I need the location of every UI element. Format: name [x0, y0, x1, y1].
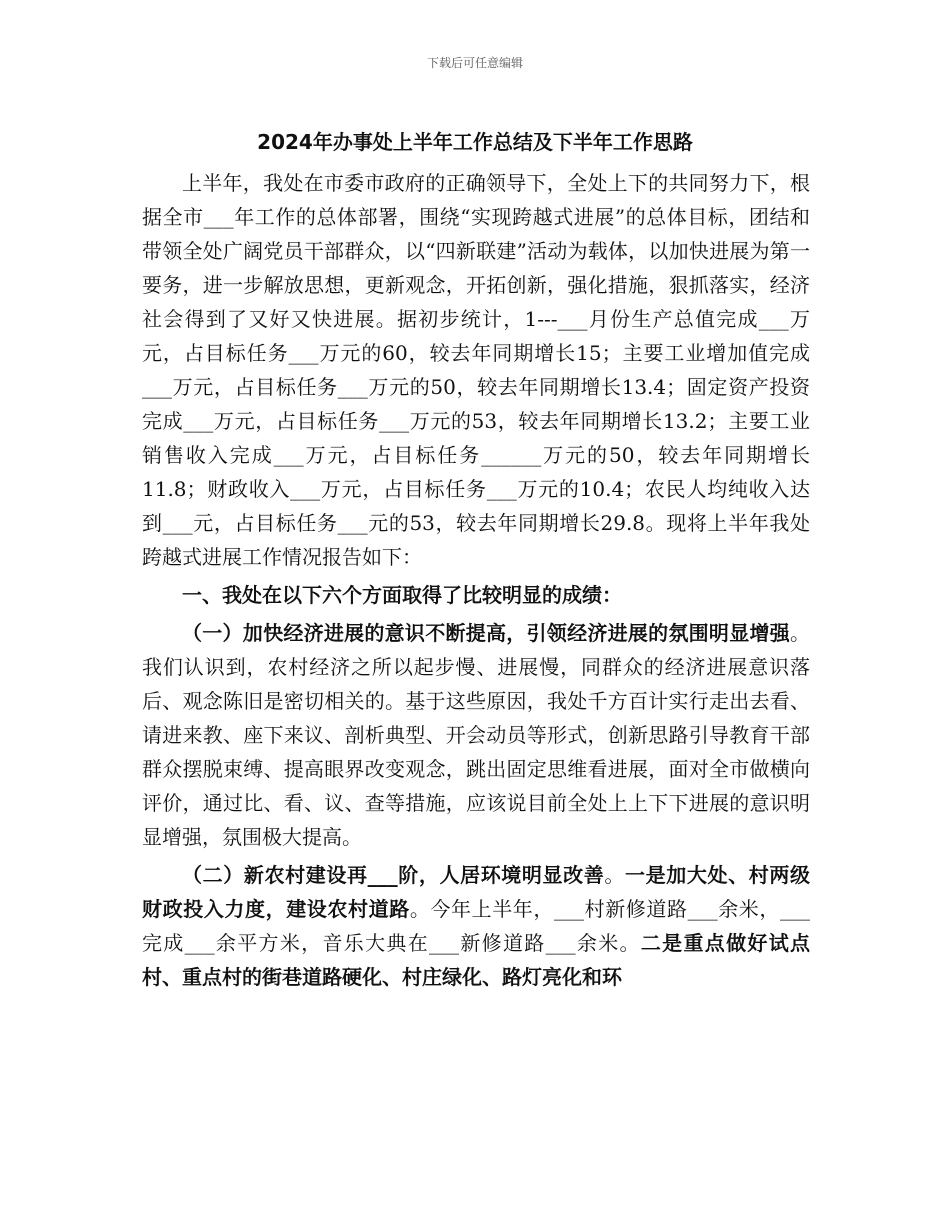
paragraph-2 — [142, 858, 810, 994]
section-heading: 一、我处在以下六个方面取得了比较明显的成绩： — [182, 583, 622, 607]
page-title: 2024年办事处上半年工作总结及下半年工作思路 — [257, 130, 693, 154]
paragraph-2-text-1: 。 — [604, 863, 626, 887]
paragraph-1-text: 。我们认识到，农村经济之所以起步慢、进展慢，同群众的经济进展意识落后、观念陈旧是密切相关的。基于这些原因，我处千方百计实行走出去看、请进来教、座下来议、剖析典型、开会动员等形式，创新思路引导教育干部群众摆脱束缚、提高眼界改变观念，跳出固定思维看进展，面对全市做横向评价，通过比、看、议、查等措施，应该说目前全处上上下下进展的意识明显增强，氛围极大提高。 — [142, 621, 810, 849]
paragraph-2-text-2: 。今年上半年，___村新修道路___余米，___完成___余平方米，音乐大典在___新修道路___余米。 — [142, 897, 811, 955]
page-header: 下载后可任意编辑 — [426, 56, 523, 70]
document-body — [142, 166, 810, 994]
paragraph-2-heading: （二）新农村建设再___阶，人居环境明显改善 — [182, 863, 605, 887]
paragraph-2-point-2: 二是重点做好试点村、重点村的街巷道路硬化、村庄绿化、路灯亮化和环 — [142, 931, 811, 989]
intro-paragraph: 上半年，我处在市委市政府的正确领导下，全处上下的共同努力下，根据全市___年工作的总体部署，围绕“实现跨越式进展”的总体目标，团结和带领全处广阔党员干部群众，以“四新联建”活动为载体，以加快进展为第一要务，进一步解放思想，更新观念，开拓创新，强化措施，狠抓落实，经济社会得到了又好又快进展。据初步统计，1---___月份生产总值完成___万元，占目标任务___万元的60，较去年同期增长15；主要工业增加值完成___万元，占目标任务___万元的50，较去年同期增长13.4；固定资产投资完成___万元，占目标任务___万元的53，较去年同期增长13.2；主要工业销售收入完成___万元，占目标任务______万元的50，较去年同期增长11.8；财政收入___万元，占目标任务___万元的10.4；农民人均纯收入达到___元，占目标任务___元的53，较去年同期增长29.8。现将上半年我处跨越式进展工作情况报告如下： — [142, 171, 810, 569]
paragraph-2-point-1: 一是加大处、村两级财政投入力度，建设农村道路 — [142, 863, 811, 921]
paragraph-1-heading: （一）加快经济进展的意识不断提高，引领经济进展的氛围明显增强 — [182, 621, 790, 645]
paragraph-1 — [142, 616, 810, 854]
